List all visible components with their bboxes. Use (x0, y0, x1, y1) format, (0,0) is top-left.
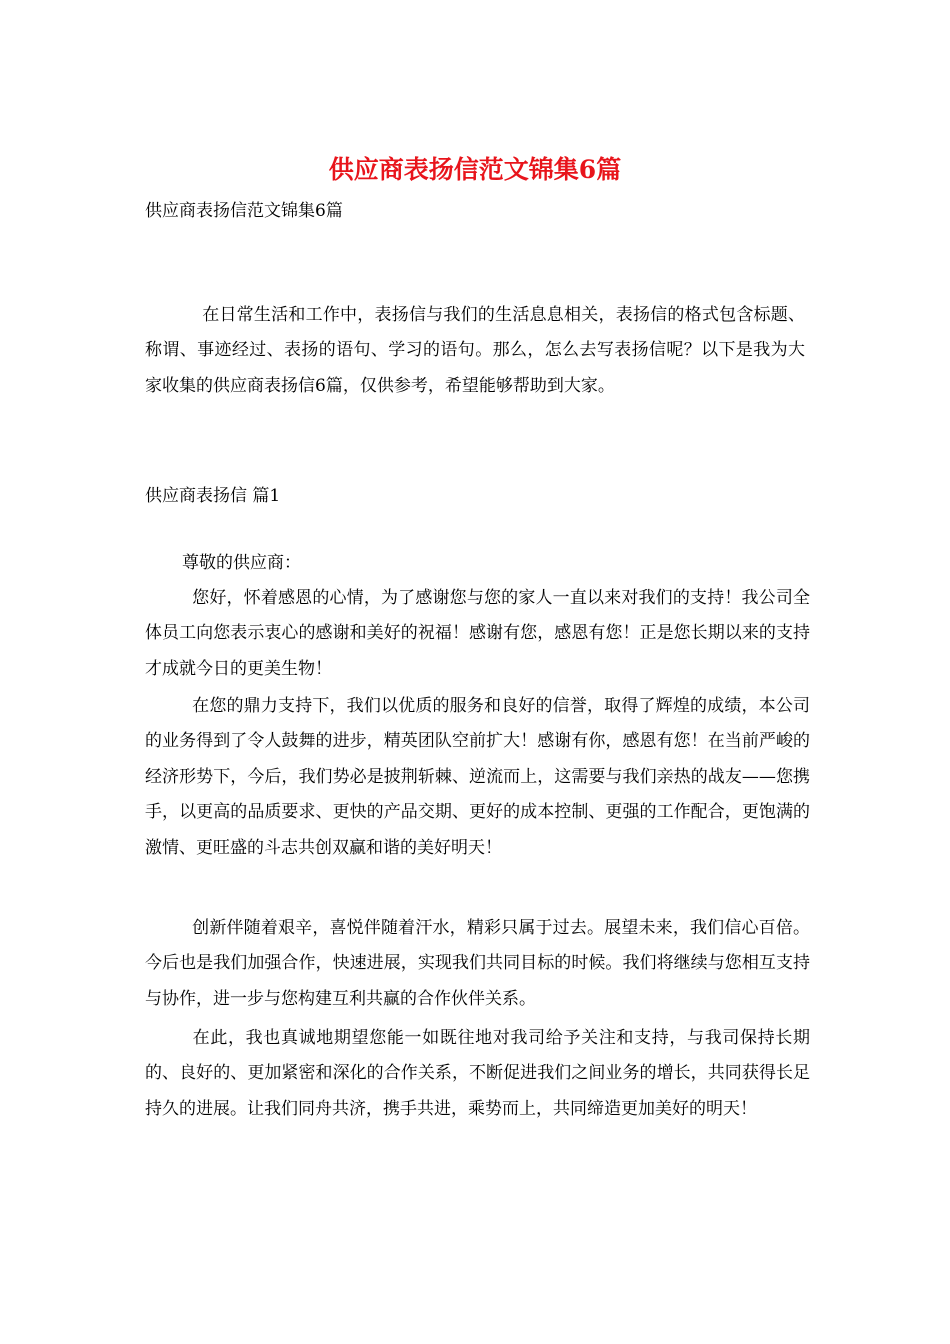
letter-paragraph-2 (145, 689, 810, 866)
letter-paragraph-3 (145, 911, 810, 1017)
letter-paragraph-1 (145, 581, 810, 687)
letter-paragraph-text: 您好，怀着感恩的心情，为了感谢您与您的家人一直以来对我们的支持！我公司全体员工向您表示衷心的感谢和美好的祝福！感谢有您，感恩有您！正是您长期以来的支持才成就今日的更美生物！ (145, 588, 810, 679)
document-subtitle: 供应商表扬信范文锦集6篇 (145, 201, 343, 221)
letter-paragraph-text: 创新伴随着艰辛，喜悦伴随着汗水，精彩只属于过去。展望未来，我们信心百倍。今后也是我们加强合作，快速进展，实现我们共同目标的时候。我们将继续与您相互支持与协作，进一步与您构建互利共赢的合作伙伴关系。 (145, 918, 810, 1009)
letter-paragraph-4 (145, 1021, 810, 1127)
section-heading: 供应商表扬信 篇1 (145, 486, 281, 506)
letter-salutation: 尊敬的供应商： (182, 553, 301, 573)
intro-text: 在日常生活和工作中，表扬信与我们的生活息息相关，表扬信的格式包含标题、称谓、事迹经过、表扬的语句、学习的语句。那么，怎么去写表扬信呢？以下是我为大家收集的供应商表扬信6篇，仅供参考，希望能够帮助到大家。 (145, 305, 805, 396)
letter-paragraph-text: 在您的鼎力支持下，我们以优质的服务和良好的信誉，取得了辉煌的成绩，本公司的业务得到了令人鼓舞的进步，精英团队空前扩大！感谢有你，感恩有您！在当前严峻的经济形势下，今后，我们势必是披荆斩棘、逆流而上，这需要与我们亲热的战友——您携手，以更高的品质要求、更快的产品交期、更好的成本控制、更强的工作配合，更饱满的激情、更旺盛的斗志共创双赢和谐的美好明天！ (145, 696, 810, 858)
page-title: 供应商表扬信范文锦集6篇 (328, 155, 622, 184)
intro-paragraph (145, 298, 805, 404)
letter-paragraph-text: 在此，我也真诚地期望您能一如既往地对我司给予关注和支持，与我司保持长期的、良好的、更加紧密和深化的合作关系，不断促进我们之间业务的增长，共同获得长足持久的进展。让我们同舟共济，携手共进，乘势而上，共同缔造更加美好的明天！ (145, 1028, 810, 1119)
